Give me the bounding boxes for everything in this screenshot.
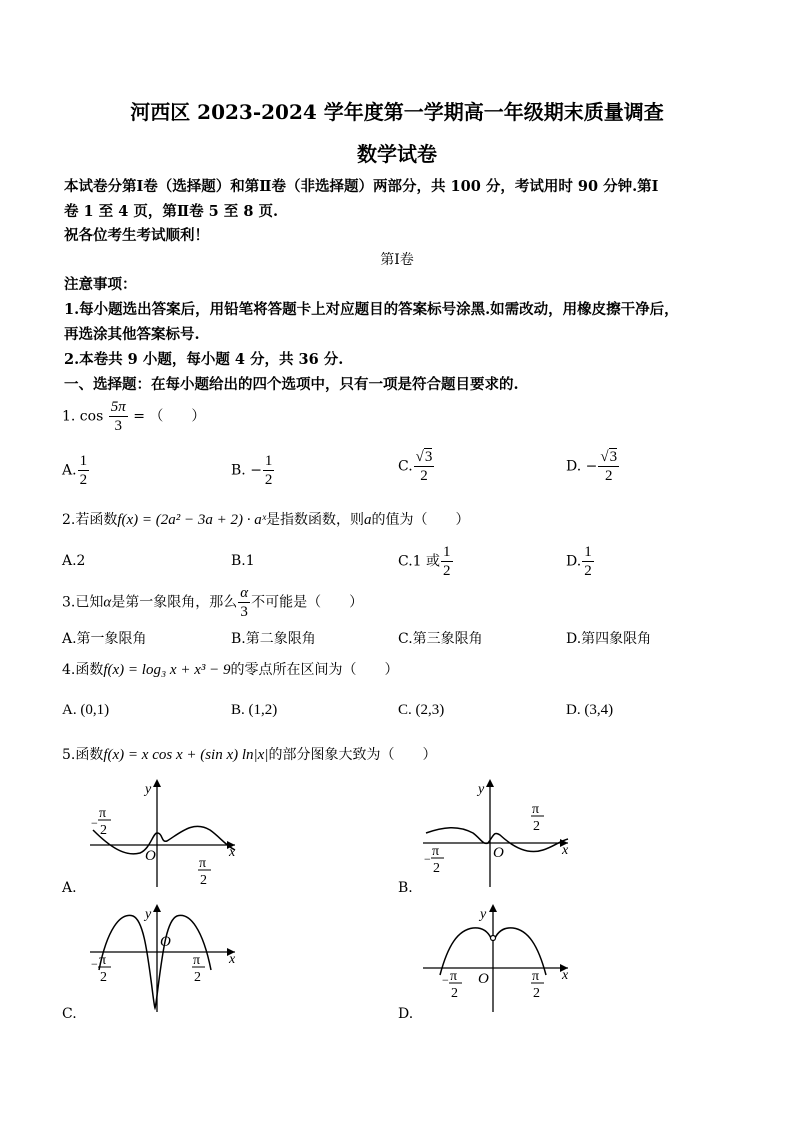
part1-heading: 第Ⅰ卷: [380, 252, 414, 268]
svg-text:π: π: [532, 802, 540, 817]
svg-text:π: π: [193, 953, 201, 968]
svg-text:2: 2: [100, 970, 107, 985]
q1-option-a[interactable]: A. $\frac{1}{2}$: [62, 453, 88, 488]
svg-text:−: −: [442, 973, 449, 987]
svg-text:π: π: [432, 844, 440, 859]
exam-title: 河西区 2023-2024 学年度第一学期高一年级期末质量调查: [130, 100, 664, 124]
intro-line-3: 祝各位考生考试顺利！: [64, 227, 209, 244]
svg-text:2: 2: [100, 823, 107, 838]
note-2: 2.本卷共 9 小题，每小题 4 分，共 36 分.: [64, 351, 344, 368]
q5-option-b[interactable]: B.: [398, 880, 413, 896]
question-3: 3.已知α是第一象限角，那么 $\frac{\alpha}{3}$ 不可能是（ ）: [62, 585, 364, 620]
exam-subtitle: 数学试卷: [357, 142, 437, 166]
intro-line-2: 卷 1 至 4 页，第Ⅱ卷 5 至 8 页.: [64, 203, 279, 220]
svg-text:2: 2: [533, 986, 540, 1001]
question-4: 4.函数f(x) = log₃ x + x³ − 9的零点所在区间为（ ）: [62, 662, 399, 678]
svg-text:y: y: [478, 782, 485, 797]
svg-text:x: x: [562, 843, 569, 858]
q1-fraction: $\frac{5\pi}{3}$: [110, 399, 126, 434]
q4-option-b[interactable]: B. (1,2): [231, 702, 278, 718]
q2-option-b[interactable]: B.1: [231, 553, 255, 569]
svg-text:π: π: [450, 969, 458, 984]
svg-text:−: −: [424, 852, 431, 866]
svg-text:y: y: [145, 782, 152, 797]
q2-function: f(x) = (2a² − 3a + 2) · aˣ: [117, 512, 267, 528]
svg-text:2: 2: [433, 861, 440, 876]
q2-option-d[interactable]: D. $\frac{1}{2}$: [566, 544, 592, 579]
svg-text:−: −: [91, 957, 98, 971]
notes-title: 注意事项：: [64, 276, 137, 293]
q3-option-b[interactable]: B.第二象限角: [231, 631, 316, 647]
section-heading: 一、选择题：在每小题给出的四个选项中，只有一项是符合题目要求的.: [64, 376, 519, 393]
q1-option-b[interactable]: B. − $\frac{1}{2}$: [231, 453, 273, 488]
q2-option-c[interactable]: C.1 或 $\frac{1}{2}$: [398, 544, 451, 579]
svg-text:x: x: [229, 845, 236, 860]
q3-option-a[interactable]: A.第一象限角: [62, 631, 147, 647]
question-1: 1. cos $\frac{5\pi}{3}$ = （ ）: [62, 399, 206, 434]
svg-text:2: 2: [451, 986, 458, 1001]
svg-text:2: 2: [533, 819, 540, 834]
q4-function: f(x) = log₃ x + x³ − 9: [103, 662, 231, 678]
intro-line-1: 本试卷分第Ⅰ卷（选择题）和第Ⅱ卷（非选择题）两部分，共 100 分，考试用时 90 分钟.第Ⅰ: [64, 178, 659, 195]
q2-option-a[interactable]: A.2: [62, 553, 86, 569]
q5-option-a[interactable]: A.: [62, 880, 77, 896]
svg-text:O: O: [493, 845, 504, 861]
svg-text:O: O: [145, 848, 156, 864]
q5-option-d[interactable]: D.: [398, 1006, 414, 1022]
q5-graph-a: [85, 775, 245, 890]
question-2: 2.若函数f(x) = (2a² − 3a + 2) · aˣ是指数函数，则a的值为（ ）: [62, 512, 470, 528]
q5-option-c[interactable]: C.: [62, 1006, 77, 1022]
q3-option-c[interactable]: C.第三象限角: [398, 631, 483, 647]
q3-option-d[interactable]: D.第四象限角: [566, 631, 652, 647]
svg-text:π: π: [99, 953, 107, 968]
q1-option-c[interactable]: C. $\frac{√3}{2}$: [398, 449, 433, 484]
svg-text:2: 2: [200, 873, 207, 888]
svg-text:π: π: [199, 856, 207, 871]
q5-graph-b: [418, 775, 578, 890]
note-1-line-1: 1.每小题选出答案后，用铅笔将答题卡上对应题目的答案标号涂黑.如需改动，用橡皮擦干净后，: [64, 301, 679, 318]
svg-text:y: y: [480, 907, 487, 922]
q1-option-d[interactable]: D. − $\frac{√3}{2}$: [566, 449, 618, 484]
q5-function: f(x) = x cos x + (sin x) ln|x|: [103, 747, 269, 763]
note-1-line-2: 再选涂其他答案标号.: [64, 326, 200, 343]
svg-text:x: x: [229, 952, 236, 967]
svg-text:x: x: [562, 968, 569, 983]
question-5: 5.函数f(x) = x cos x + (sin x) ln|x|的部分图象大致为（ ）: [62, 747, 437, 763]
q4-option-a[interactable]: A. (0,1): [62, 702, 110, 718]
q4-option-c[interactable]: C. (2,3): [398, 702, 445, 718]
svg-text:y: y: [145, 907, 152, 922]
q5-graph-d: [418, 900, 578, 1015]
q4-option-d[interactable]: D. (3,4): [566, 702, 614, 718]
svg-text:O: O: [478, 971, 489, 987]
svg-text:−: −: [91, 816, 98, 830]
svg-text:π: π: [99, 806, 107, 821]
svg-text:π: π: [532, 969, 540, 984]
q5-graph-c: [85, 900, 245, 1015]
svg-text:2: 2: [194, 970, 201, 985]
svg-text:O: O: [160, 934, 171, 950]
